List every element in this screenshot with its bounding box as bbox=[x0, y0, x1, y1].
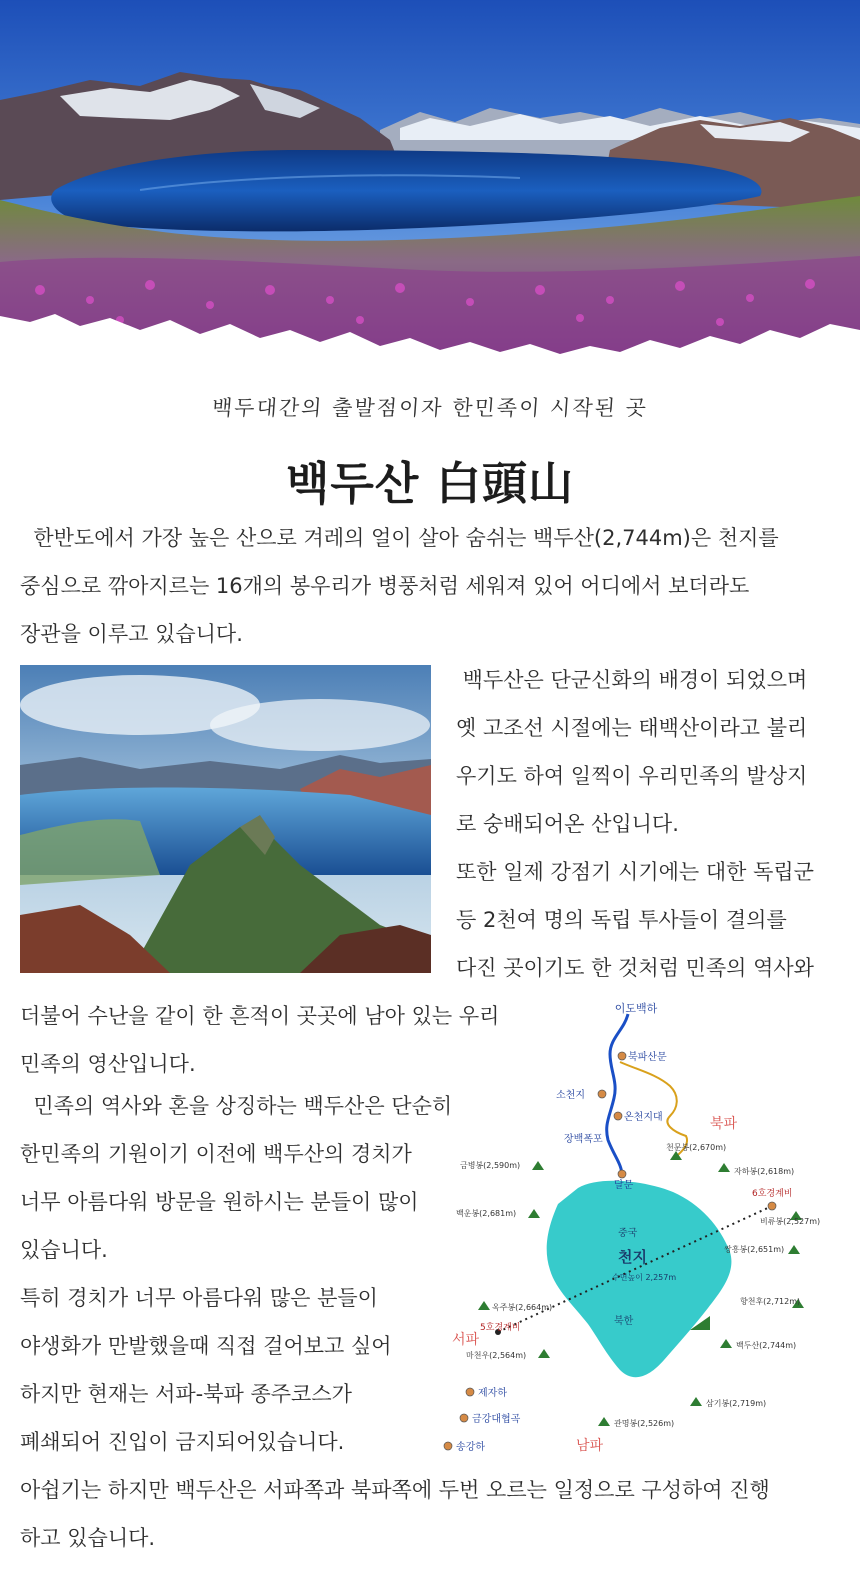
label-jejaha: 제자하 bbox=[478, 1388, 507, 1399]
heaven-lake-photo bbox=[20, 665, 431, 973]
peak-geumbyeong: 금병봉(2,590m) bbox=[460, 1161, 521, 1170]
label-dalmun: 달문 bbox=[614, 1180, 634, 1191]
label-bukpa-gate: 북파산문 bbox=[628, 1052, 667, 1063]
peak-baegun: 백운봉(2,681m) bbox=[456, 1209, 517, 1218]
history-line: 백두산은 단군신화의 배경이 되었으며 bbox=[456, 668, 808, 692]
peak-ssanghyeong: 쌍흥봉(2,651m) bbox=[724, 1245, 785, 1254]
peak-baekdu: 백두산(2,744m) bbox=[736, 1341, 797, 1350]
peak-hyangdo: 향천후(2,712m) bbox=[740, 1297, 801, 1306]
page-title: 백두산 白頭山 bbox=[285, 457, 575, 510]
history-paragraph bbox=[456, 656, 840, 992]
history-line: 옛 고조선 시절에는 태백산이라고 불리 bbox=[456, 716, 808, 740]
history-line: 우기도 하여 일찍이 우리민족의 발상지 bbox=[456, 764, 808, 788]
label-songgangha: 송강하 bbox=[456, 1442, 485, 1453]
region-bukpa: 북파 bbox=[710, 1116, 738, 1132]
boundary-5: 5호경계비 bbox=[480, 1323, 521, 1333]
lake-crater-photo bbox=[20, 665, 431, 973]
label-oncheonjidae: 온천지대 bbox=[624, 1112, 663, 1123]
region-nampa: 남파 bbox=[576, 1438, 604, 1454]
page-subtitle: 백두대간의 출발점이자 한민족이 시작된 곳 bbox=[211, 396, 649, 420]
label-depth: 수면높이 2,257m bbox=[612, 1273, 677, 1282]
baekdu-route-map bbox=[438, 990, 850, 1462]
peak-samgi: 삼기봉(2,719m) bbox=[706, 1399, 767, 1408]
peak-gwanmyeong: 관명봉(2,526m) bbox=[614, 1419, 675, 1428]
heaven-lake-panorama bbox=[0, 0, 860, 360]
closing-line: 아쉽기는 하지만 백두산은 서파쪽과 북파쪽에 두번 오르는 일정으로 구성하여 진행 bbox=[20, 1478, 770, 1502]
intro-line: 중심으로 깎아지르는 16개의 봉우리가 병풍처럼 세워져 있어 어디에서 보더라도 bbox=[20, 574, 750, 598]
history-line: 민족의 영산입니다. bbox=[20, 1052, 196, 1076]
symbol-line: 한민족의 기원이기 이전에 백두산의 경치가 bbox=[20, 1142, 412, 1166]
route-map-svg bbox=[438, 990, 850, 1462]
history-line: 더불어 수난을 같이 한 흔적이 곳곳에 남아 있는 우리 bbox=[20, 1004, 500, 1028]
intro-line: 장관을 이루고 있습니다. bbox=[20, 622, 243, 646]
hero-image bbox=[0, 0, 860, 360]
history-line: 로 숭배되어온 산입니다. bbox=[456, 812, 679, 836]
peak-okju: 옥주봉(2,664m) bbox=[492, 1303, 553, 1312]
label-idobaekha: 이도백하 bbox=[614, 1002, 658, 1015]
label-jangbaek: 장백폭포 bbox=[564, 1134, 603, 1145]
symbol-line: 민족의 역사와 혼을 상징하는 백두산은 단순히 bbox=[20, 1094, 453, 1118]
symbol-line: 폐쇄되어 진입이 금지되어있습니다. bbox=[20, 1430, 345, 1454]
label-socheonji: 소천지 bbox=[556, 1090, 585, 1101]
symbol-line: 야생화가 만발했을때 직접 걸어보고 싶어 bbox=[20, 1334, 392, 1358]
symbol-line: 너무 아름다워 방문을 원하시는 분들이 많이 bbox=[20, 1190, 419, 1214]
intro-line: 한반도에서 가장 높은 산으로 겨레의 얼이 살아 숨쉬는 백두산(2,744m)은 천지를 bbox=[20, 526, 779, 550]
peak-jaha: 자하봉(2,618m) bbox=[734, 1167, 795, 1176]
river bbox=[607, 1014, 628, 1176]
label-china: 중국 bbox=[618, 1228, 638, 1239]
label-geumgang: 금강대협곡 bbox=[472, 1414, 521, 1425]
label-cheonji: 천지 bbox=[618, 1248, 647, 1266]
boundary-6: 6호경계비 bbox=[752, 1189, 793, 1199]
region-seopa: 서파 bbox=[452, 1332, 480, 1348]
peak-cheonmun: 천문봉(2,670m) bbox=[666, 1143, 727, 1152]
peak-macheonu: 마천우(2,564m) bbox=[466, 1351, 527, 1360]
label-north-korea: 북한 bbox=[614, 1316, 634, 1327]
history-line: 다진 곳이기도 한 것처럼 민족의 역사와 bbox=[456, 956, 814, 980]
symbol-line: 있습니다. bbox=[20, 1238, 108, 1262]
history-line: 또한 일제 강점기 시기에는 대한 독립군 bbox=[456, 860, 814, 884]
intro-paragraph bbox=[20, 514, 840, 658]
closing-line: 하고 있습니다. bbox=[20, 1526, 156, 1550]
closing-paragraph bbox=[20, 1466, 840, 1562]
symbol-paragraph bbox=[20, 1082, 460, 1466]
symbol-line: 특히 경치가 너무 아름다워 많은 분들이 bbox=[20, 1286, 378, 1310]
history-line: 등 2천여 명의 독립 투사들이 결의를 bbox=[456, 908, 787, 932]
peak-biryu: 비류봉(2,527m) bbox=[760, 1217, 821, 1226]
symbol-line: 하지만 현재는 서파-북파 종주코스가 bbox=[20, 1382, 352, 1406]
